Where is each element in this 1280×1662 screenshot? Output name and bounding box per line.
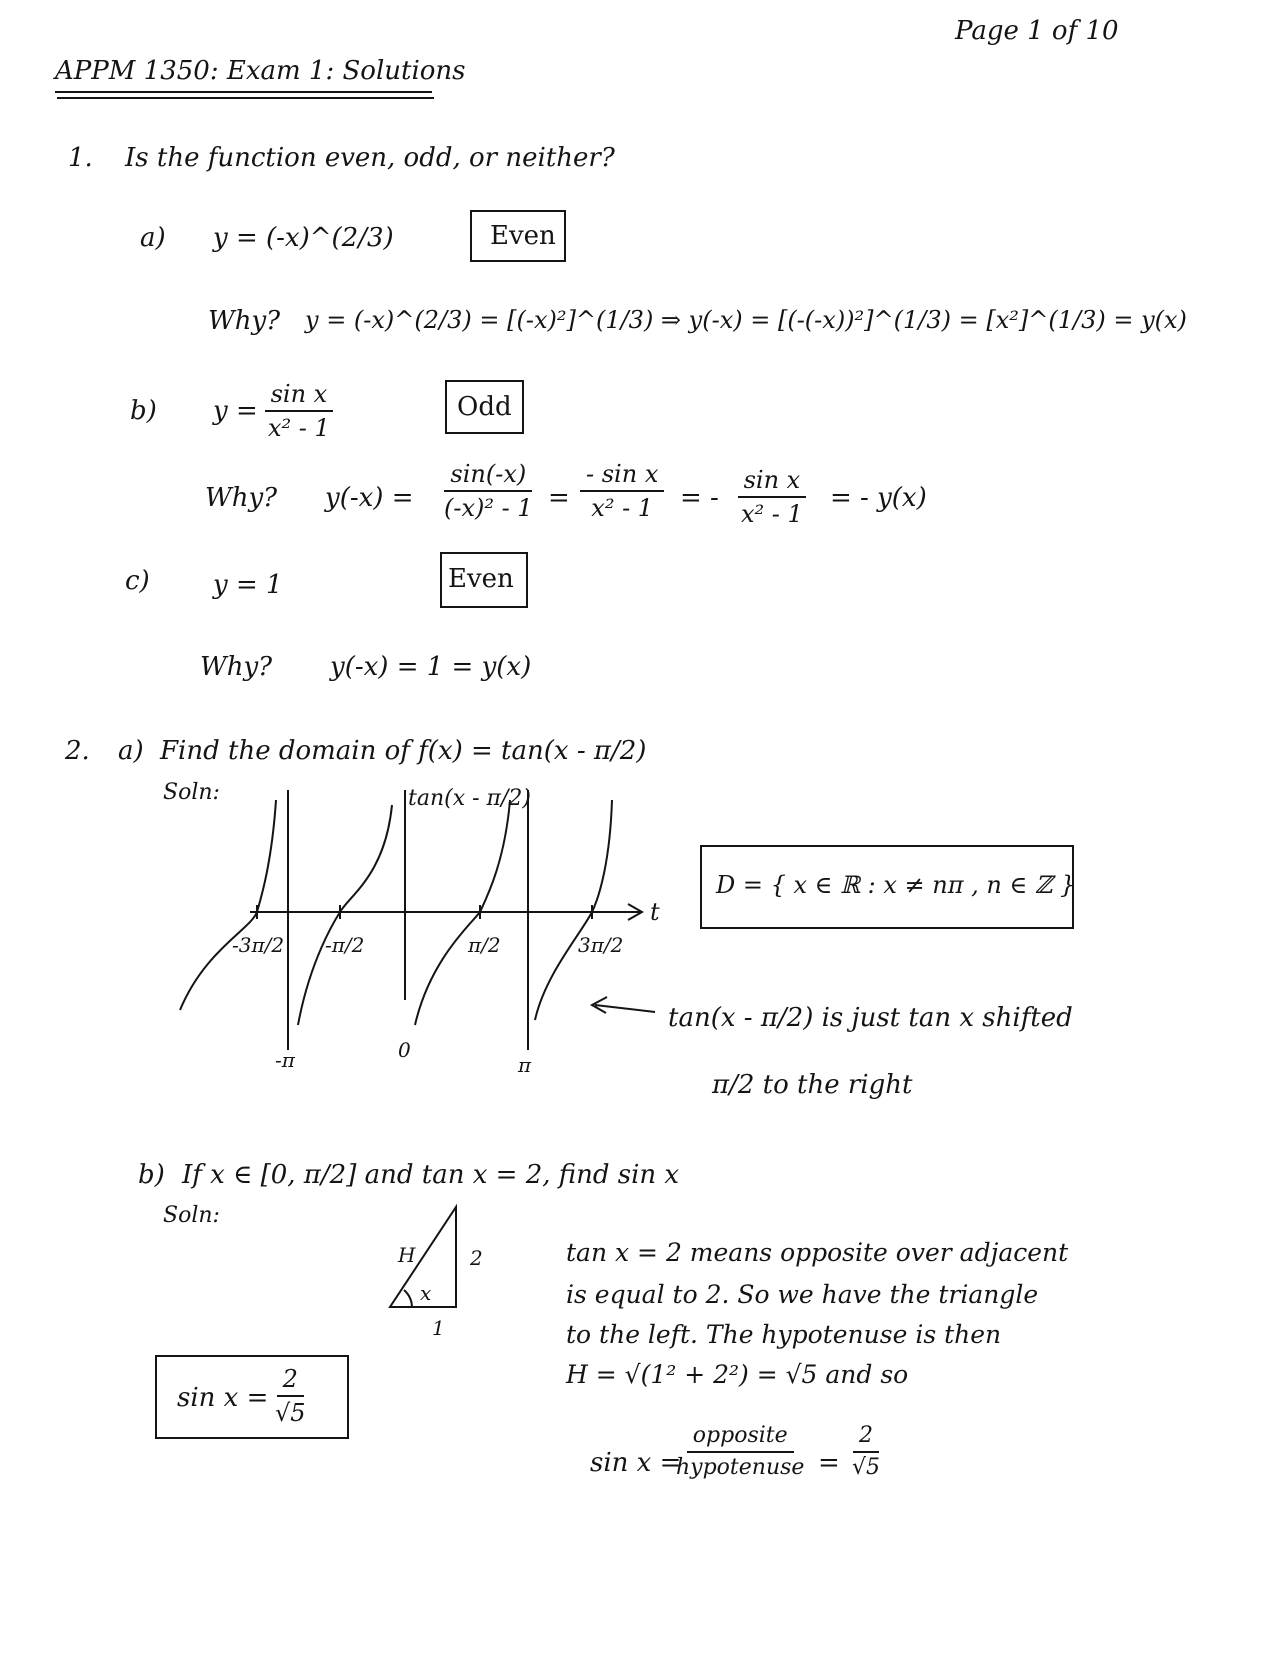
q2b-final-den2: √5	[852, 1455, 881, 1480]
q2b-final-den1: hypotenuse	[676, 1455, 805, 1480]
q2b-explanation-line2: is equal to 2. So we have the triangle	[566, 1280, 1039, 1309]
q1c-function: y = 1	[213, 570, 283, 600]
asymptote-label-zero: 0	[398, 1038, 411, 1062]
q1b-function-den: x² - 1	[268, 414, 330, 442]
q2b-answer-box	[155, 1355, 349, 1439]
asymptote-label-neg-pi: -π	[275, 1048, 295, 1072]
q2b-explanation-line3: to the left. The hypotenuse is then	[566, 1320, 1002, 1349]
q1c-label: c)	[125, 566, 150, 596]
q2a-note-line1: tan(x - π/2) is just tan x shifted	[668, 1003, 1073, 1033]
zero-label-neg-3pi-2: -3π/2	[232, 933, 285, 957]
triangle-adj-label: 1	[432, 1316, 445, 1340]
q2-number: 2.	[65, 736, 90, 766]
q2b-label: b)	[138, 1160, 165, 1190]
q2b-answer-fraction	[269, 1367, 312, 1425]
q1b-f3-den: x² - 1	[741, 500, 803, 528]
q2b-explanation-line4: H = √(1² + 2²) = √5 and so	[566, 1360, 909, 1389]
q2a-prompt: Find the domain of f(x) = tan(x - π/2)	[160, 736, 647, 766]
q1b-f1-den: (-x)² - 1	[444, 494, 533, 522]
q1b-function-num: sin x	[265, 382, 334, 412]
q1b-function-lhs: y =	[213, 396, 258, 426]
q1b-result: = - y(x)	[830, 483, 927, 513]
q1b-answer: Odd	[457, 392, 512, 422]
q2b-final-lhs: sin x =	[590, 1448, 682, 1478]
q2a-label: a)	[118, 736, 144, 766]
q1c-why-label: Why?	[200, 652, 273, 682]
q1b-f2-den: x² - 1	[591, 494, 654, 522]
q2a-soln-label: Soln:	[163, 780, 220, 805]
q2b-final-num2: 2	[853, 1425, 879, 1453]
q1c-why: y(-x) = 1 = y(x)	[330, 652, 532, 682]
asymptote-label-pi: π	[518, 1053, 532, 1077]
q2b-final-num1: opposite	[687, 1425, 794, 1453]
triangle-hyp-label: H	[398, 1243, 416, 1267]
q2b-final-equals: =	[818, 1448, 840, 1478]
zero-label-3pi-2: 3π/2	[578, 933, 624, 957]
q1c-answer: Even	[448, 564, 514, 594]
q1b-f3-num: sin x	[738, 468, 807, 498]
page-title: APPM 1350: Exam 1: Solutions	[55, 56, 466, 86]
q1b-why-lhs: y(-x) =	[325, 483, 414, 513]
q1-prompt: Is the function even, odd, or neither?	[125, 143, 615, 173]
q2b-soln-label: Soln:	[163, 1203, 220, 1228]
page-number: Page 1 of 10	[955, 16, 1119, 46]
q1a-why-label: Why?	[208, 306, 281, 336]
q2b-explanation-line1: tan x = 2 means opposite over adjacent	[566, 1238, 1069, 1267]
graph-curve-label: tan(x - π/2)	[408, 786, 531, 811]
q1-number: 1.	[68, 143, 93, 173]
zero-label-pi-2: π/2	[468, 933, 501, 957]
q1b-why-label: Why?	[205, 483, 278, 513]
q2b-final-fraction-1	[670, 1425, 810, 1479]
q2b-answer-num: 2	[277, 1367, 304, 1397]
q1b-equals-1: =	[548, 483, 570, 513]
q1b-label: b)	[130, 396, 157, 426]
q1b-f1-num: sin(-x)	[444, 462, 532, 492]
q2a-answer: D = { x ∈ ℝ : x ≠ nπ , n ∈ ℤ }	[716, 871, 1076, 899]
q1a-label: a)	[140, 223, 166, 253]
q1b-equals-neg: = -	[680, 483, 719, 513]
zero-label-neg-pi-2: -π/2	[325, 933, 365, 957]
q2b-answer-lhs: sin x =	[177, 1383, 269, 1413]
q2b-prompt: If x ∈ [0, π/2] and tan x = 2, find sin x	[182, 1160, 680, 1190]
q1a-why: y = (-x)^(2/3) = [(-x)²]^(1/3) ⇒ y(-x) = [(-(-x))²]^(1/3) = [x²]^(1/3) = y(x)	[305, 306, 1187, 334]
triangle-opp-label: 2	[470, 1246, 483, 1270]
q2b-answer-den: √5	[275, 1399, 306, 1427]
graph-axis-label: t	[650, 898, 660, 926]
triangle-angle-label: x	[420, 1281, 432, 1305]
q2a-note-line2: π/2 to the right	[712, 1070, 913, 1100]
q2b-final-fraction-2	[846, 1425, 886, 1479]
q1b-f2-num: - sin x	[580, 462, 664, 492]
q1a-function: y = (-x)^(2/3)	[213, 223, 394, 253]
q1a-answer: Even	[490, 221, 556, 251]
